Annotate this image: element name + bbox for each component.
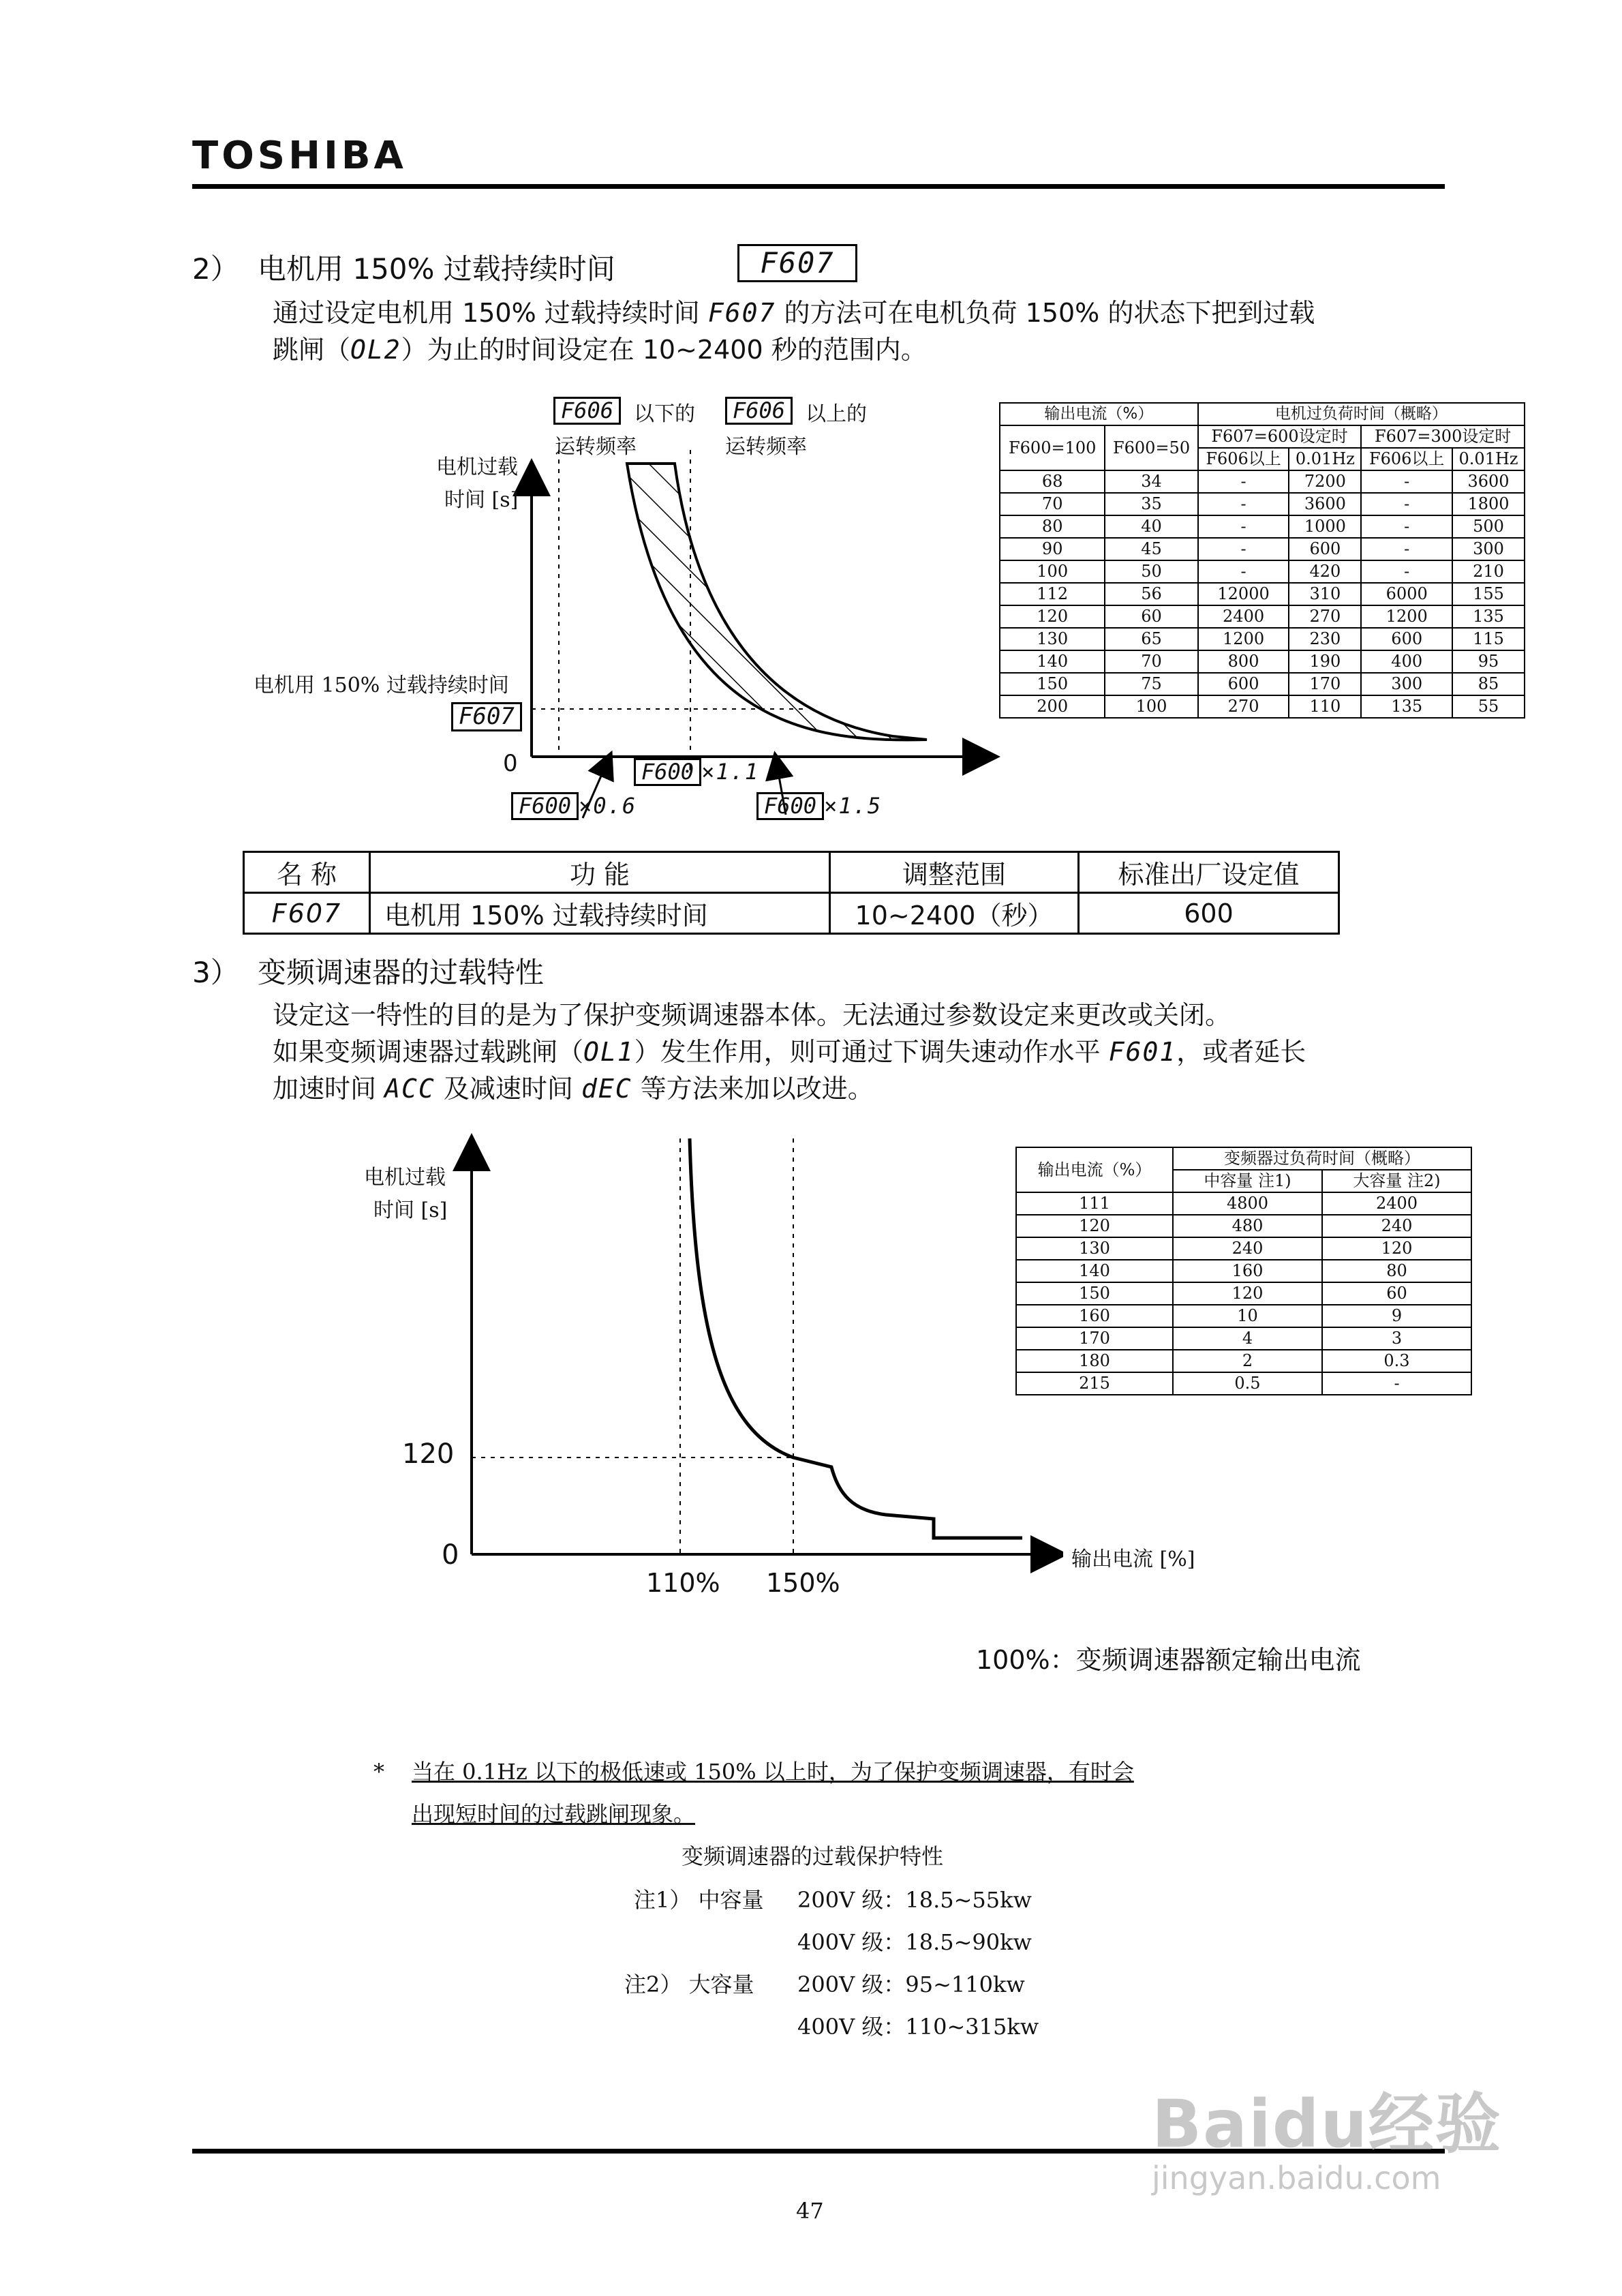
table-cell: 100 [1000, 560, 1105, 583]
table-cell: 120 [1173, 1282, 1322, 1305]
param-default: 600 [1079, 893, 1339, 934]
th-default: 标准出厂设定值 [1079, 852, 1339, 893]
chart1-top-right-2: 运转频率 [725, 435, 807, 459]
table-cell: - [1198, 470, 1289, 493]
table-row [1000, 583, 1525, 605]
th-f607-600: F607=600设定时 [1198, 425, 1362, 448]
table-cell: 1800 [1452, 493, 1525, 515]
table-cell: 70 [1000, 493, 1105, 515]
table-row [1016, 1327, 1471, 1350]
chart1-top-right-1: 以上的 [806, 402, 867, 426]
table-row [1000, 673, 1525, 695]
chart1-top-left-code: F606 [553, 397, 621, 425]
table-cell: 130 [1000, 628, 1105, 650]
table-cell: 135 [1361, 695, 1452, 718]
table-cell: 95 [1452, 650, 1525, 673]
baidu-watermark-url: jingyan.baidu.com [1152, 2160, 1441, 2196]
header-rule [192, 184, 1445, 189]
table-cell: 270 [1198, 695, 1289, 718]
f607-code: F607 [760, 246, 835, 280]
note1-400v: 400V 级：18.5~90kw [797, 1929, 1032, 1955]
th-001hz: 0.01Hz [1289, 448, 1361, 470]
f601-code: F601 [1108, 1037, 1177, 1067]
table-cell: 55 [1452, 695, 1525, 718]
inverter-overload-table [1015, 1147, 1472, 1395]
table-cell: 150 [1016, 1282, 1173, 1305]
th-f606-above: F606以上 [1198, 448, 1289, 470]
table-cell: 45 [1105, 538, 1197, 560]
table-cell: 0.3 [1322, 1350, 1471, 1372]
section-3-line1: 设定这一特性的目的是为了保护变频调速器本体。无法通过参数设定来更改或关闭。 [273, 1000, 1231, 1030]
table-row [1000, 695, 1525, 718]
table-cell: 300 [1361, 673, 1452, 695]
table-cell: 230 [1289, 628, 1361, 650]
chart2-ylabel-1: 电机过载 [364, 1166, 446, 1190]
table-cell: - [1322, 1372, 1471, 1395]
table-cell: - [1361, 560, 1452, 583]
star-note-line1: 当在 0.1Hz 以下的极低速或 150% 以上时，为了保护变频调速器，有时会 [412, 1759, 1134, 1785]
table-cell: 60 [1322, 1282, 1471, 1305]
table-cell: 500 [1452, 515, 1525, 538]
text: 加速时间 [273, 1074, 377, 1104]
toshiba-logo: TOSHIBA [192, 134, 407, 178]
th-output-current: 输出电流（%） [1000, 403, 1198, 425]
star-note-line2: 出现短时间的过载跳闸现象。 [412, 1801, 696, 1827]
table-cell: 170 [1016, 1327, 1173, 1350]
motor-overload-table [999, 402, 1525, 719]
table-cell: 10 [1173, 1305, 1322, 1327]
table-cell: 800 [1198, 650, 1289, 673]
table-row [1000, 538, 1525, 560]
table-cell: 70 [1105, 650, 1197, 673]
text: 及减速时间 [443, 1074, 573, 1104]
table-cell: 3 [1322, 1327, 1471, 1350]
text: ）发生作用，则可通过下调失速动作水平 [634, 1037, 1101, 1067]
table-cell: 600 [1361, 628, 1452, 650]
table-row [1000, 493, 1525, 515]
text: 等方法来加以改进。 [640, 1074, 874, 1104]
table-row [1016, 1305, 1471, 1327]
table-cell: 140 [1016, 1260, 1173, 1282]
table-cell: 160 [1173, 1260, 1322, 1282]
table-cell: 190 [1289, 650, 1361, 673]
table-cell: 210 [1452, 560, 1525, 583]
ol1-code: OL1 [583, 1037, 634, 1067]
chart2-ylabel-2: 时间 [s] [373, 1198, 448, 1222]
section-2-code-box [737, 244, 857, 282]
table-cell: 68 [1000, 470, 1105, 493]
th-overload-time: 电机过负荷时间（概略） [1198, 403, 1525, 425]
chart2-x-150: 150% [766, 1568, 840, 1598]
table-row [1016, 1372, 1471, 1395]
table-cell: 90 [1000, 538, 1105, 560]
th-range: 调整范围 [830, 852, 1079, 893]
section-3-number: 3） [192, 956, 239, 989]
table-cell: 112 [1000, 583, 1105, 605]
text: 如果变频调速器过载跳闸（ [273, 1037, 584, 1067]
table-cell: 9 [1322, 1305, 1471, 1327]
protection-caption: 变频调速器的过载保护特性 [682, 1843, 944, 1869]
table-cell: 240 [1322, 1215, 1471, 1237]
table-row [1016, 1237, 1471, 1260]
table-cell: - [1198, 538, 1289, 560]
overload-band [627, 464, 927, 740]
table-cell: - [1198, 560, 1289, 583]
table-cell: 120 [1322, 1237, 1471, 1260]
th-f607-300: F607=300设定时 [1361, 425, 1525, 448]
chart1-x-label-2 [511, 792, 637, 820]
table-cell: 50 [1105, 560, 1197, 583]
chart1-ylabel-1: 电机过载 [436, 455, 518, 479]
table-cell: 56 [1105, 583, 1197, 605]
f600-code: F600 [756, 792, 824, 820]
chart1-top-right-code: F606 [725, 397, 793, 425]
chart2-origin: 0 [442, 1539, 459, 1571]
overload-curve [690, 1138, 1022, 1538]
table-row [1000, 650, 1525, 673]
table-cell: - [1361, 493, 1452, 515]
section-3-line3 [273, 1070, 874, 1107]
th-name: 名 称 [244, 852, 370, 893]
chart2-xlabel: 输出电流 [%] [1071, 1547, 1195, 1571]
section-2-paragraph-line2 [273, 331, 927, 368]
table-cell: 1000 [1289, 515, 1361, 538]
section-2-title: 电机用 150% 过载持续时间 [258, 252, 615, 286]
param-code: F607 [244, 893, 370, 934]
table-row [1016, 1260, 1471, 1282]
baidu-watermark: Baidu经验 [1152, 2086, 1502, 2162]
multiplier: ×0.6 [579, 793, 637, 819]
table-cell: 400 [1361, 650, 1452, 673]
th-overload-time: 变频器过负荷时间（概略） [1173, 1147, 1471, 1170]
table-cell: 160 [1016, 1305, 1173, 1327]
section-2-paragraph-line1 [273, 294, 1315, 331]
chart1-top-left-1: 以下的 [634, 402, 695, 426]
table-row [1016, 1192, 1471, 1215]
chart1-ylabel-2: 时间 [s] [444, 488, 519, 512]
table-cell: - [1361, 515, 1452, 538]
text: ）为止的时间设定在 10~2400 秒的范围内。 [401, 335, 927, 365]
chart1-f607-box: F607 [451, 702, 522, 731]
table-cell: - [1361, 470, 1452, 493]
table-row [1000, 515, 1525, 538]
table-cell: 35 [1105, 493, 1197, 515]
page-number: 47 [796, 2198, 824, 2224]
th-big-capacity: 大容量 注2) [1322, 1170, 1471, 1192]
table-row [1000, 470, 1525, 493]
table-cell: 170 [1289, 673, 1361, 695]
table-cell: 60 [1105, 605, 1197, 628]
table-cell: - [1198, 515, 1289, 538]
th-f600-100: F600=100 [1000, 425, 1105, 470]
th-mid-capacity: 中容量 注1) [1173, 1170, 1322, 1192]
rated-current-note: 100%：变频调速器额定输出电流 [976, 1645, 1361, 1675]
table-cell: 85 [1452, 673, 1525, 695]
table-cell: 600 [1289, 538, 1361, 560]
table1-body [1000, 470, 1525, 718]
th-function: 功 能 [370, 852, 830, 893]
table-row [1000, 628, 1525, 650]
table-cell: 80 [1000, 515, 1105, 538]
th-output-current: 输出电流（%） [1016, 1147, 1173, 1192]
table-cell: 34 [1105, 470, 1197, 493]
table-cell: 4 [1173, 1327, 1322, 1350]
table-cell: 215 [1016, 1372, 1173, 1395]
table-cell: 200 [1000, 695, 1105, 718]
table-cell: 130 [1016, 1237, 1173, 1260]
table-cell: 300 [1452, 538, 1525, 560]
multiplier: ×1.1 [701, 759, 760, 785]
table-cell: 140 [1000, 650, 1105, 673]
table2-body [1016, 1192, 1471, 1395]
param-function: 电机用 150% 过载持续时间 [370, 893, 830, 934]
f600-code: F600 [511, 792, 579, 820]
section-2-number: 2） [192, 252, 239, 286]
section-3-line2 [273, 1033, 1306, 1070]
table-cell: 6000 [1361, 583, 1452, 605]
note1-200v: 200V 级：18.5~55kw [797, 1887, 1032, 1913]
th-f606-above: F606以上 [1361, 448, 1452, 470]
table-cell: 100 [1105, 695, 1197, 718]
chart2-x-110: 110% [646, 1568, 720, 1598]
text: 跳闸（ [273, 335, 351, 365]
text: 的方法可在电机负荷 150% 的状态下把到过载 [784, 298, 1315, 328]
table-row [1000, 605, 1525, 628]
table-row [1016, 1215, 1471, 1237]
table-cell: 110 [1289, 695, 1361, 718]
note2-label: 注2） 大容量 [624, 1972, 754, 1997]
param-range: 10~2400（秒） [830, 893, 1079, 934]
table-cell: 4800 [1173, 1192, 1322, 1215]
th-001hz: 0.01Hz [1452, 448, 1525, 470]
table-cell: 1200 [1361, 605, 1452, 628]
f600-code: F600 [634, 758, 701, 786]
table-cell: 40 [1105, 515, 1197, 538]
table-cell: 420 [1289, 560, 1361, 583]
table-cell: - [1198, 493, 1289, 515]
table-cell: 75 [1105, 673, 1197, 695]
star-mark: * [373, 1759, 384, 1785]
multiplier: ×1.5 [824, 793, 883, 819]
section-3-title: 变频调速器的过载特性 [258, 956, 545, 989]
table-cell: 120 [1000, 605, 1105, 628]
parameter-table [243, 851, 1340, 935]
table-cell: 3600 [1289, 493, 1361, 515]
table-row [1000, 560, 1525, 583]
chart1-top-left-2: 运转频率 [555, 435, 637, 459]
ol2-code: OL2 [350, 335, 401, 365]
table-cell: 0.5 [1173, 1372, 1322, 1395]
table-cell: 180 [1016, 1350, 1173, 1372]
inverter-overload-chart [409, 1132, 1063, 1575]
table-cell: 120 [1016, 1215, 1173, 1237]
table-cell: 80 [1322, 1260, 1471, 1282]
table-cell: 7200 [1289, 470, 1361, 493]
table-cell: 270 [1289, 605, 1361, 628]
text: 通过设定电机用 150% 过载持续时间 [273, 298, 700, 328]
table-cell: 155 [1452, 583, 1525, 605]
chart2-y-120: 120 [402, 1438, 455, 1470]
text: ，或者延长 [1176, 1037, 1306, 1067]
table-cell: 240 [1173, 1237, 1322, 1260]
table-cell: 1200 [1198, 628, 1289, 650]
table-cell: 115 [1452, 628, 1525, 650]
table-cell: 2400 [1322, 1192, 1471, 1215]
table-cell: 65 [1105, 628, 1197, 650]
chart1-x-label-3 [756, 792, 882, 820]
table-cell: 600 [1198, 673, 1289, 695]
table-cell: 3600 [1452, 470, 1525, 493]
note2-400v: 400V 级：110~315kw [797, 2014, 1039, 2040]
acc-code: ACC [384, 1074, 435, 1104]
table-cell: 150 [1000, 673, 1105, 695]
chart1-origin: 0 [503, 750, 518, 777]
note1-label: 注1） 中容量 [634, 1887, 764, 1913]
dec-code: dEC [581, 1074, 632, 1104]
table-cell: 2 [1173, 1350, 1322, 1372]
table-cell: 135 [1452, 605, 1525, 628]
th-f600-50: F600=50 [1105, 425, 1197, 470]
table-cell: 12000 [1198, 583, 1289, 605]
table-cell: 310 [1289, 583, 1361, 605]
chart1-x-label-1 [634, 758, 759, 786]
table-cell: - [1361, 538, 1452, 560]
f607-code-inline: F607 [707, 298, 776, 328]
note2-200v: 200V 级：95~110kw [797, 1972, 1025, 1997]
chart1-left-label: 电机用 150% 过载持续时间 [254, 674, 509, 697]
table-row [1016, 1282, 1471, 1305]
table-cell: 111 [1016, 1192, 1173, 1215]
table-cell: 2400 [1198, 605, 1289, 628]
table-row [1016, 1350, 1471, 1372]
table-cell: 480 [1173, 1215, 1322, 1237]
